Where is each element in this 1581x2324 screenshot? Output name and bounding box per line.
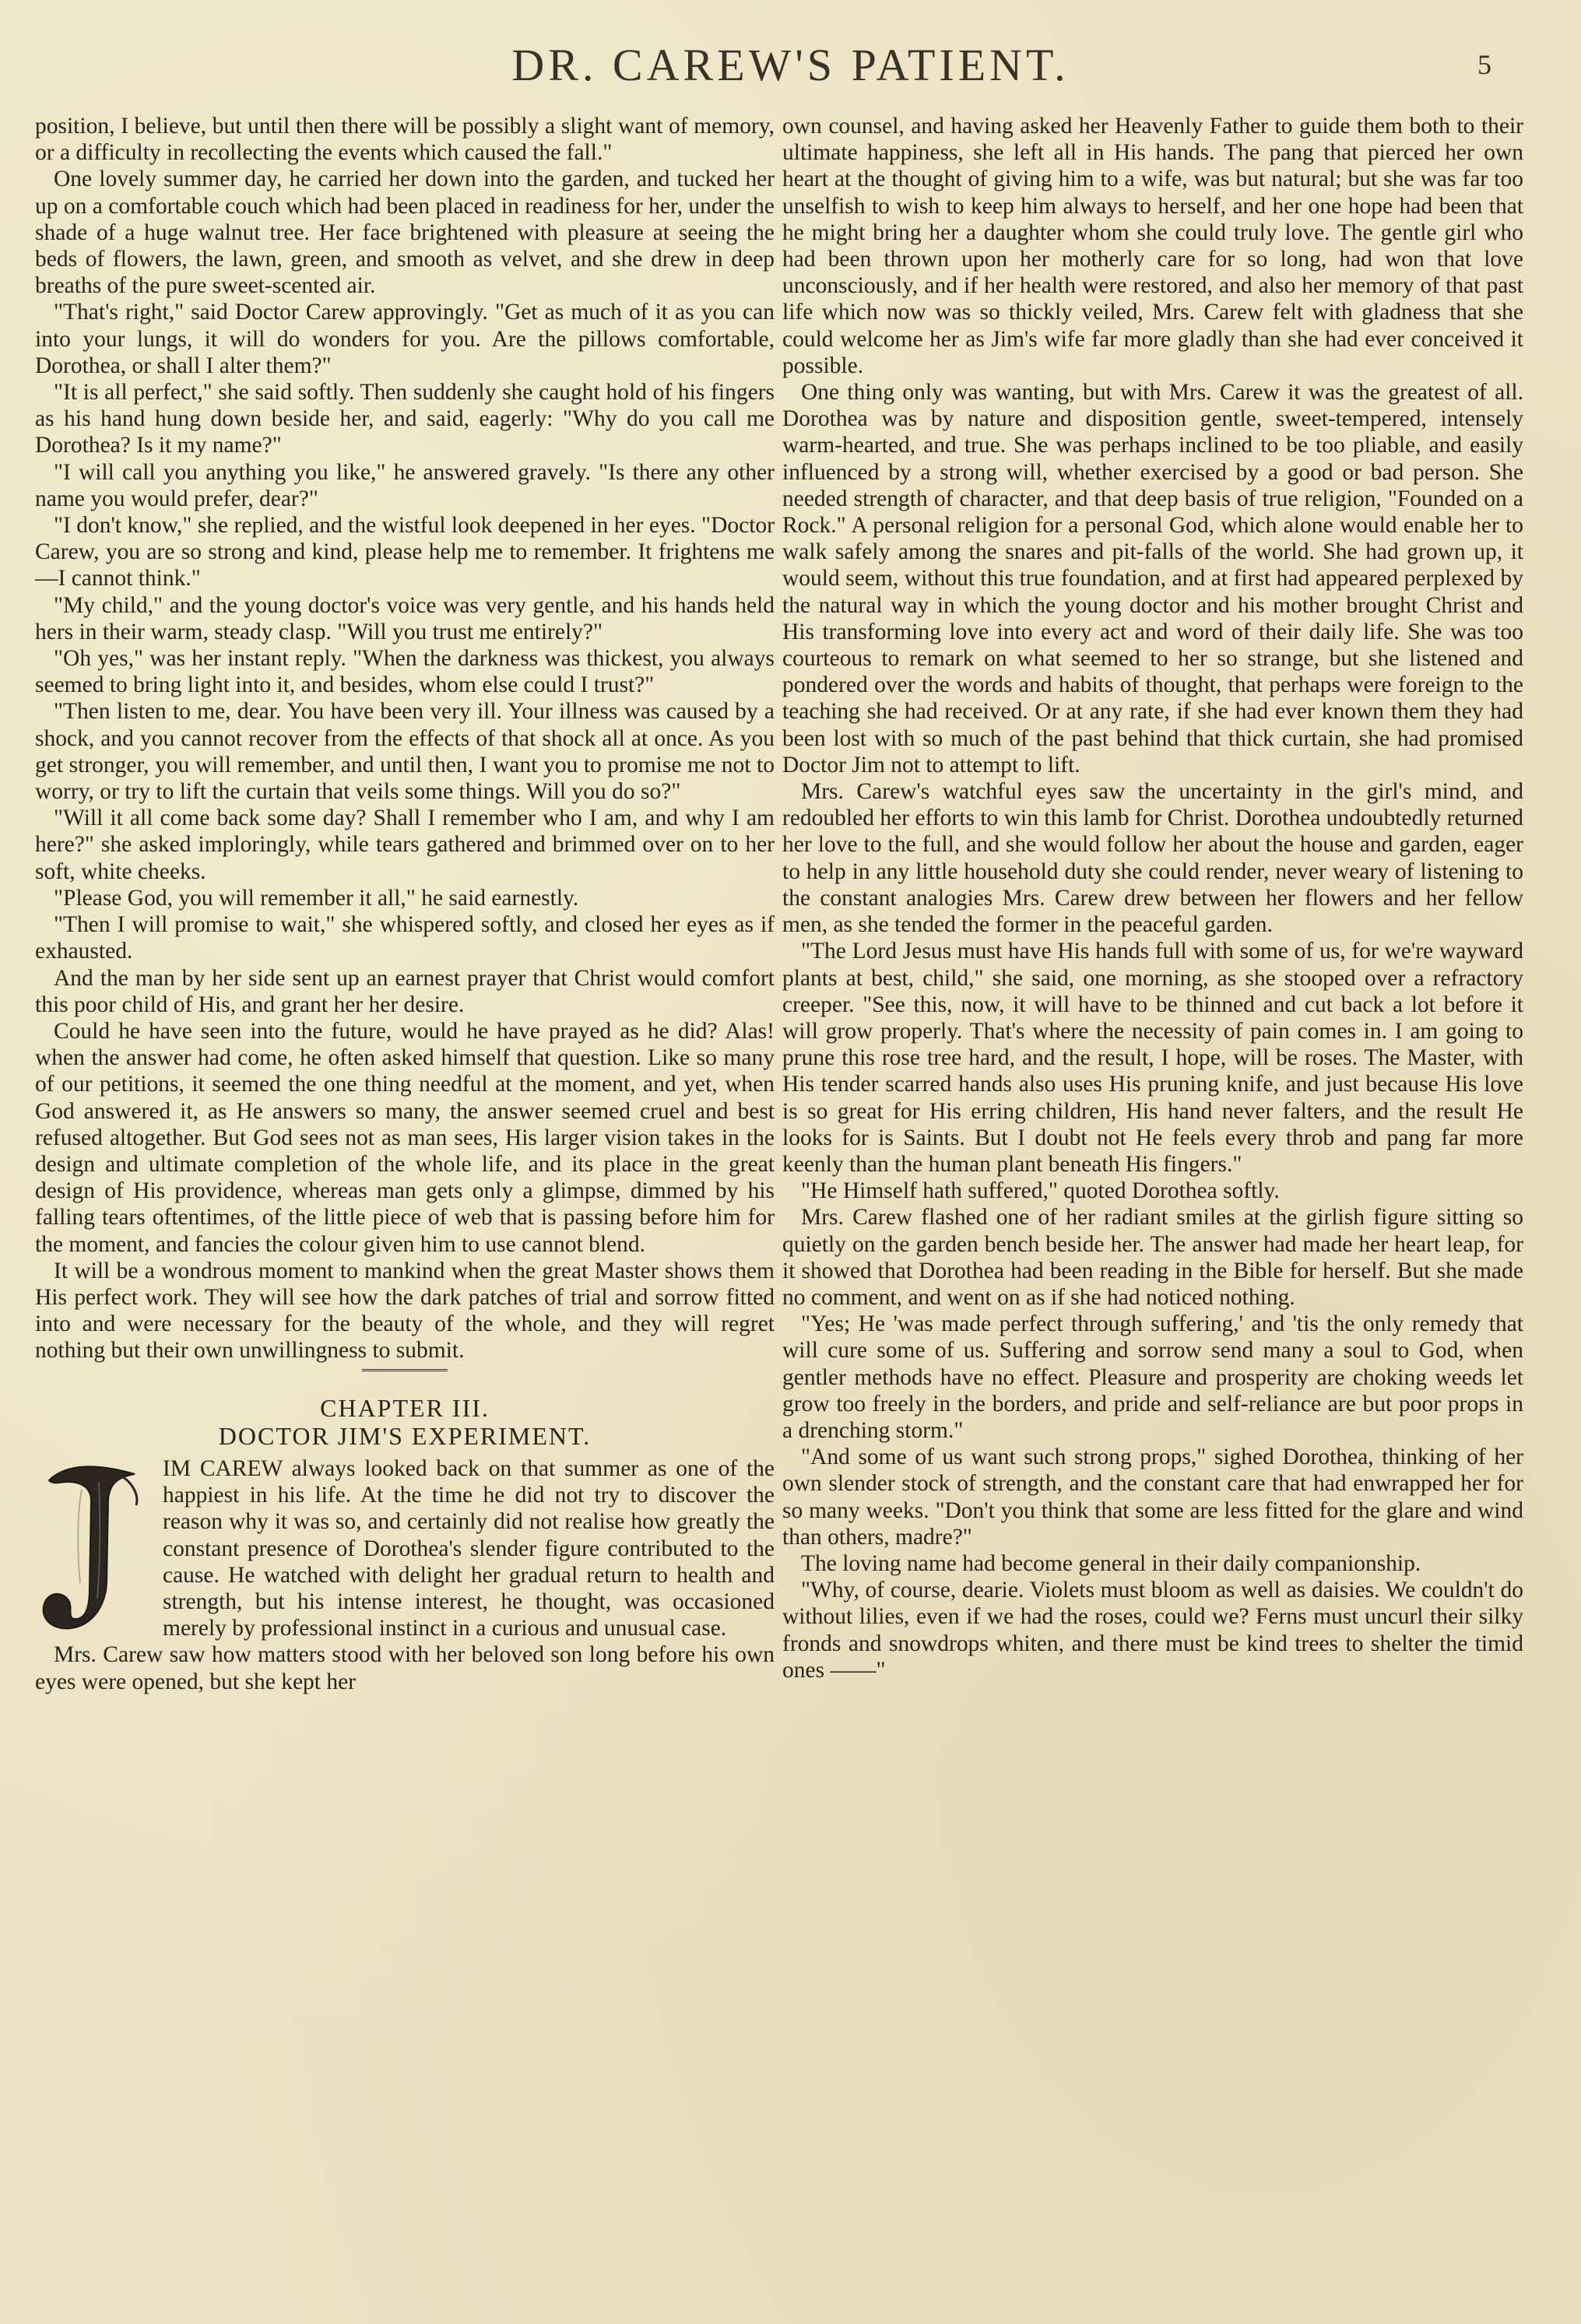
paragraph: One thing only was wanting, but with Mrs. Carew it was the greatest of all. Dorothea was by nature and disposition gentle, sweet-tempered, intensely warm-hearted, and true. She was perhaps inclined to be too pliable, and easily influenced by a strong will, whether exercised by a good or bad person. She needed strength of character, and that deep basis of true religion, "Founded on a Rock." A personal religion for a personal God, which alone would enable her to walk safely among the snares and pit-falls of the world. She had grown up, it would seem, without this true foundation, and at first had appeared perplexed by the natural way in which the young doctor and his mother brought Christ and His transforming love into every act and word of their daily life. She was too courteous to remark on what seemed to her so strange, but she listened and pondered over the words and habits of thought, that perhaps were foreign to the teaching she had received. Or at any rate, if she had ever known them they had been lost with so much of the past behind that thick curtain, she had promised Doctor Jim not to attempt to lift. (782, 380, 1523, 778)
paragraph: "Then listen to me, dear. You have been very ill. Your illness was caused by a shock, and you cannot recover from the effects of that shock all at once. As you get stronger, you will remember, and until then, I want you to promise me not to worry, or try to lift the curtain that veils some things. Will you do so?" (35, 699, 775, 805)
paragraph: IM CAREW always looked back on that summer as one of the happiest in his life. At the time he did not try to discover the reason why it was so, and certainly did not realise how greatly the constant presence of Dorothea's slender figure contributed to the cause. He watched with delight her gradual return to health and strength, but his intense interest, he thought, was occasioned merely by professional instinct in a curious and unusual case. (163, 1455, 775, 1641)
paragraph: "Oh yes," was her instant reply. "When the darkness was thickest, you always seemed to bring light into it, and besides, whom else could I trust?" (35, 646, 775, 698)
paragraph: "He Himself hath suffered," quoted Dorothea softly. (801, 1178, 1280, 1204)
paragraph: "My child," and the young doctor's voice was very gentle, and his hands held hers in their warm, steady clasp. "Will you trust me entirely?" (35, 592, 775, 644)
paragraph: One lovely summer day, he carried her down into the garden, and tucked her up on a comfortable couch which had been placed in readiness for her, under the shade of a huge walnut tree. Her face brightened with pleasure at seeing the beds of flowers, the lawn, green, and smooth as velvet, and she drew in deep breaths of the pure sweet-scented air. (35, 167, 775, 299)
page-number: 5 (1477, 49, 1491, 80)
paragraph: "And some of us want such strong props," sighed Dorothea, thinking of her own slender stock of strength, and the constant care that had enwrapped her for so many weeks. "Don't you think that some are less fitted for the glare and wind than others, madre?" (782, 1445, 1523, 1550)
left-column (35, 113, 775, 1695)
ornamental-dropcap-j (35, 1459, 152, 1638)
chapter-opening (35, 1455, 775, 1695)
paragraph: "Please God, you will remember it all," he said earnestly. (54, 885, 579, 911)
paragraph: "Yes; He 'was made perfect through suffering,' and 'tis the only remedy that will cure some of us. Suffering and sorrow send many a soul to God, when gentler methods have no effect. Pleasure and prosperity are choking weeds let grow too freely in the borders, and pride and self-reliance are but poor props in a drenching storm." (782, 1311, 1523, 1443)
paragraph: Mrs. Carew flashed one of her radiant smiles at the girlish figure sitting so quietly on the garden bench beside her. The answer had made her heart leap, for it showed that Dorothea had been reading in the Bible for herself. But she made no comment, and went on as if she had noticed nothing. (782, 1205, 1523, 1310)
chapter-rule (362, 1369, 448, 1371)
paragraph: "Why, of course, dearie. Violets must bloom as well as daisies. We couldn't do without lilies, even if we had the roses, could we? Ferns must uncurl their silky fronds and snowdrops whiten, and there must be kind trees to shelter the timid ones ——" (782, 1578, 1523, 1683)
paragraph: "That's right," said Doctor Carew approvingly. "Get as much of it as you can into your lungs, it will do wonders for you. Are the pillows comfortable, Dorothea, or shall I alter them?" (35, 300, 775, 378)
paragraph: "Will it all come back some day? Shall I remember who I am, and why I am here?" she asked imploringly, while tears gathered and brimmed over on to her soft, white cheeks. (35, 806, 775, 884)
paragraph: own counsel, and having asked her Heavenly Father to guide them both to their ultimate happiness, she left all in His hands. The pang that pierced her own heart at the thought of giving him to a wife, was but natural; but she was far too unselfish to wish to keep him always to herself, and her one hope had been that he might bring her a daughter whom she could truly love. The gentle girl who had been thrown upon her motherly care for so long, had won that love unconsciously, and if her health were restored, and also her memory of that past life which now was so thickly veiled, Mrs. Carew felt with gladness that she could welcome her as Jim's wife far more gladly than she had ever conceived it possible. (782, 114, 1523, 378)
chapter-heading: CHAPTER III. (320, 1393, 490, 1422)
paragraph: The loving name had become general in their daily companionship. (801, 1550, 1421, 1576)
paragraph: Could he have seen into the future, would he have prayed as he did? Alas! when the answer had come, he often asked himself that question. Like so many of our petitions, it seemed the one thing needful at the moment, and yet, when God answered it, as He answers so many, the answer seemed cruel and best refused altogether. But God sees not as man sees, His larger vision takes in the design and ultimate completion of the whole life, and its place in the great design of His providence, whereas man gets only a glimpse, dimmed by his falling tears oftentimes, of the little piece of web that is passing before him for the moment, and fancies the colour given him to use cannot blend. (35, 1018, 775, 1257)
paragraph: And the man by her side sent up an earnest prayer that Christ would comfort this poor child of His, and grant her her desire. (35, 965, 775, 1017)
dropcap-j-glyph (35, 1459, 152, 1638)
paragraph: Mrs. Carew saw how matters stood with her beloved son long before his own eyes were opened, but she kept her (35, 1642, 775, 1694)
paragraph: "It is all perfect," she said softly. Then suddenly she caught hold of his fingers as his hand hung down beside her, and said, eagerly: "Why do you call me Dorothea? Is it my name?" (35, 380, 775, 458)
paragraph: "I don't know," she replied, and the wistful look deepened in her eyes. "Doctor Carew, you are so strong and kind, please help me to remember. It frightens me—I cannot think." (35, 513, 775, 592)
paragraph: It will be a wondrous moment to mankind when the great Master shows them His perfect work. They will see how the dark patches of trial and sorrow fitted into and were necessary for the beauty of the whole, and they will regret nothing but their own unwillingness to submit. (35, 1258, 775, 1364)
paragraph: "I will call you anything you like," he answered gravely. "Is there any other name you would prefer, dear?" (35, 459, 775, 511)
paragraph: position, I believe, but until then there will be possibly a slight want of memory, or a difficulty in recollecting the events which caused the fall." (35, 114, 775, 166)
page-header (0, 39, 1581, 101)
paragraph: "Then I will promise to wait," she whispered softly, and closed her eyes as if exhausted. (35, 912, 775, 964)
chapter-title: DOCTOR JIM'S EXPERIMENT. (218, 1421, 592, 1450)
running-title: DR. CAREW'S PATIENT. (511, 40, 1070, 90)
paragraph: Mrs. Carew's watchful eyes saw the uncertainty in the girl's mind, and redoubled her efforts to win this lamb for Christ. Dorothea undoubtedly returned her love to the full, and she would follow her about the house and garden, eager to help in any little household duty she could render, never weary of listening to the constant analogies Mrs. Carew drew between her flowers and her fellow men, as she tended the former in the peaceful garden. (782, 779, 1523, 938)
right-column (782, 113, 1523, 1683)
paragraph: "The Lord Jesus must have His hands full with some of us, for we're wayward plants at best, child," she said, one morning, as she stooped over a refractory creeper. "See this, now, it will have to be thinned and cut back a lot before it will grow properly. That's where the necessity of pain comes in. I am going to prune this rose tree hard, and the result, I hope, will be roses. The Master, with His tender scarred hands also uses His pruning knife, and just because His love is so great for His erring children, His hand never falters, and the result He looks for is Saints. But I doubt not He feels every throb and pang far more keenly than the human plant beneath His fingers." (782, 939, 1523, 1177)
